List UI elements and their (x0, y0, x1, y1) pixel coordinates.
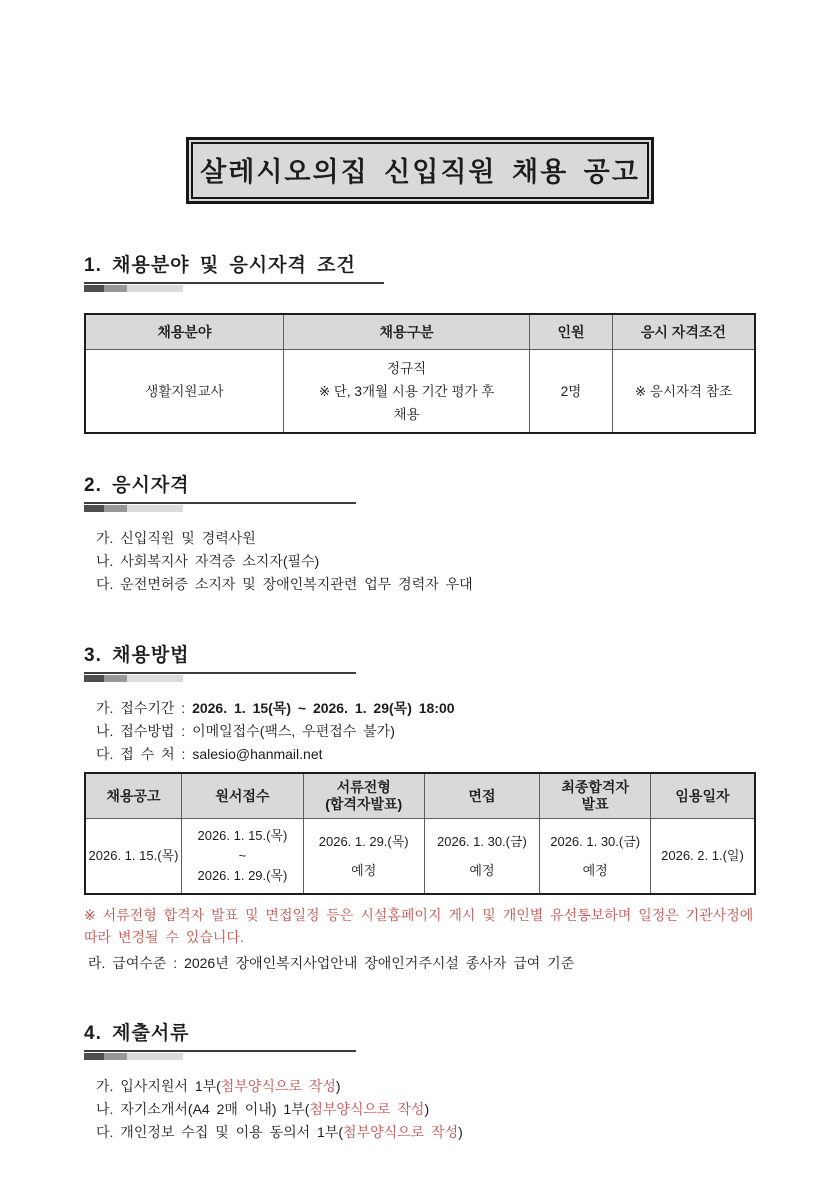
list-item: 나. 사회복지사 자격증 소지자(필수) (96, 553, 320, 569)
period-dates: 2026. 1. 15(목) ~ 2026. 1. 29(목) 18:00 (192, 700, 455, 716)
heading-underline (84, 282, 384, 284)
schedule-table-header-row (85, 773, 755, 819)
list-item-salary: 라. 급여수준 : 2026년 장애인복지사업안내 장애인거주시설 종사자 급여 기준 (88, 955, 575, 971)
address-label: 다. 접 수 처 : (96, 746, 193, 762)
cell-announcement (85, 819, 181, 895)
doc-text: ) (335, 1078, 341, 1094)
section-1-heading: 1. 채용분야 및 응시자격 조건 (84, 255, 356, 276)
page-title: 살레시오의집 신입직원 채용 공고 (191, 142, 649, 199)
recruit-table-row (85, 350, 755, 434)
accent-bar-segment (104, 1053, 127, 1060)
accent-bar-segment (127, 1053, 183, 1060)
cell-line: ~ (238, 848, 247, 863)
cell-line: 2026. 1. 30.(금) (550, 833, 641, 849)
cell-line: 예정 (582, 862, 608, 878)
cell-line: 2026. 1. 29.(목) (318, 833, 409, 849)
section-3-list (84, 697, 756, 766)
accent-bar-segment (104, 285, 127, 292)
doc-text: ) (424, 1101, 430, 1117)
section-2-heading: 2. 응시자격 (84, 475, 190, 496)
col-header-screening (303, 773, 424, 819)
doc-text: 나. 자기소개서(A4 2매 이내) 1부( (96, 1101, 310, 1117)
list-item-address (96, 743, 756, 766)
cell-count: 2명 (530, 350, 612, 434)
cell-line: 2026. 1. 15.(목) (88, 848, 179, 863)
doc-text: 가. 입사지원서 1부( (96, 1078, 221, 1094)
list-item: 가. 신입직원 및 경력사원 (96, 530, 256, 546)
doc-red-note: 첨부양식으로 작성 (309, 1101, 425, 1117)
cell-screening (303, 819, 424, 895)
section-2-list (84, 527, 756, 596)
accent-bar-segment (104, 505, 127, 512)
cell-field: 생활지원교사 (85, 350, 283, 434)
heading-underline (84, 502, 356, 504)
col-header-type: 채용구분 (283, 314, 530, 350)
heading-underline (84, 672, 356, 674)
doc-red-note: 첨부양식으로 작성 (220, 1078, 336, 1094)
list-item-period (96, 697, 756, 720)
accent-bar-segment (84, 675, 104, 682)
doc-text: ) (458, 1124, 463, 1140)
header-line: 최종합격자 (561, 779, 629, 795)
cell-final (540, 819, 651, 895)
cell-type-line: 정규직 (387, 360, 427, 376)
cell-line: 2026. 1. 29.(목) (197, 868, 288, 883)
header-line: 원서접수 (215, 787, 270, 804)
list-item: 다. 운전면허증 소지자 및 장애인복지관련 업무 경력자 우대 (96, 576, 473, 592)
schedule-table-row (85, 819, 755, 895)
cell-condition: ※ 응시자격 참조 (612, 350, 755, 434)
cell-line: 2026. 1. 30.(금) (437, 833, 527, 849)
cell-line: 예정 (469, 862, 495, 878)
cell-application (181, 819, 303, 895)
recruit-table (84, 313, 756, 434)
col-header-condition: 응시 자격조건 (612, 314, 755, 350)
col-header-count: 인원 (530, 314, 612, 350)
section-4-list (84, 1075, 756, 1144)
header-line: 임용일자 (675, 787, 730, 804)
heading-accent-bar (84, 285, 756, 292)
col-header-announcement (85, 773, 181, 819)
list-item-method: 나. 접수방법 : 이메일접수(팩스, 우편접수 불가) (96, 723, 395, 739)
col-header-field: 채용분야 (85, 314, 283, 350)
doc-text: 다. 개인정보 수집 및 이용 동의서 1부( (96, 1124, 344, 1140)
accent-bar-segment (84, 1053, 104, 1060)
header-line: 서류전형 (336, 779, 391, 795)
recruit-table-header-row (85, 314, 755, 350)
cell-type-line: 채용 (393, 406, 420, 422)
period-label: 가. 접수기간 : (96, 700, 193, 716)
col-header-hiredate (650, 773, 755, 819)
schedule-table (84, 772, 756, 895)
cell-type (283, 350, 530, 434)
accent-bar-segment (104, 675, 127, 682)
accent-bar-segment (84, 285, 104, 292)
doc-red-note: 첨부양식으로 작성 (343, 1124, 459, 1140)
cell-line: 2026. 1. 15.(목) (197, 828, 288, 843)
header-line: 발표 (581, 796, 609, 812)
accent-bar-segment (127, 505, 183, 512)
cell-line: 2026. 2. 1.(일) (661, 848, 744, 863)
col-header-application (181, 773, 303, 819)
section-3-heading: 3. 채용방법 (84, 645, 190, 666)
accent-bar-segment (127, 285, 183, 292)
heading-accent-bar (84, 505, 756, 512)
accent-bar-segment (84, 505, 104, 512)
cell-hiredate (650, 819, 755, 895)
heading-accent-bar (84, 675, 756, 682)
list-item-document (96, 1098, 756, 1121)
title-box (186, 137, 654, 204)
heading-accent-bar (84, 1053, 756, 1060)
cell-line: 예정 (351, 862, 377, 878)
col-header-interview (424, 773, 540, 819)
accent-bar-segment (127, 675, 183, 682)
section-4-heading: 4. 제출서류 (84, 1023, 190, 1044)
list-item-document (96, 1121, 756, 1144)
header-line: 채용공고 (106, 787, 161, 804)
heading-underline (84, 1050, 356, 1052)
list-item-document (96, 1075, 756, 1098)
email-address: salesio@hanmail.net (192, 746, 323, 762)
cell-interview (424, 819, 540, 895)
document-body (0, 250, 840, 1144)
header-line: (합격자발표) (325, 796, 403, 812)
col-header-final (540, 773, 651, 819)
schedule-disclaimer: ※ 서류전형 합격자 발표 및 면접일정 등은 시설홈페이지 게시 및 개인별 유선통보하며 일정은 기관사정에 따라 변경될 수 있습니다. (84, 907, 754, 945)
cell-type-line: ※ 단, 3개월 시용 기간 평가 후 (318, 383, 495, 399)
header-line: 면접 (468, 787, 496, 804)
